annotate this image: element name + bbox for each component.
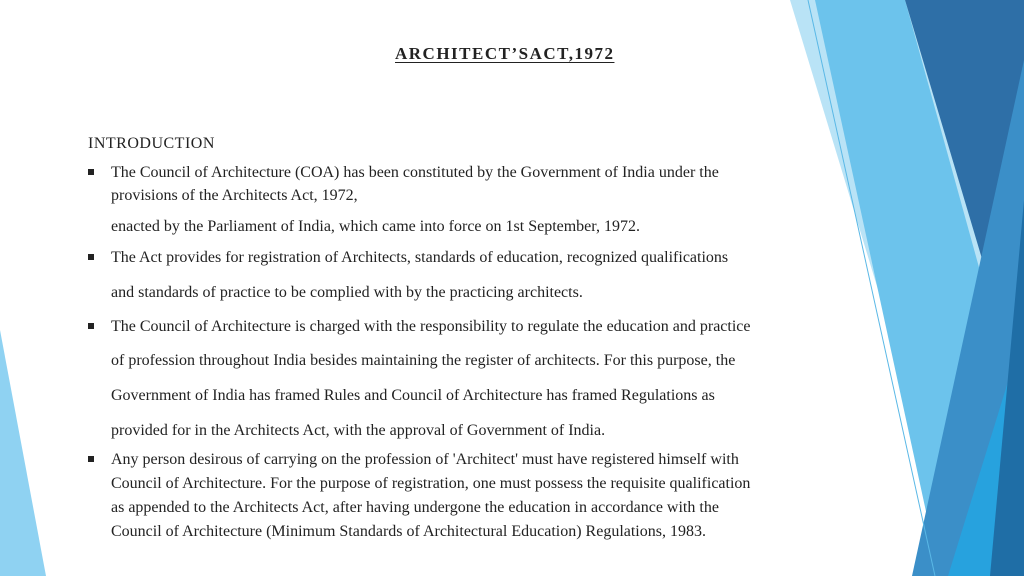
bullet-marker [88,456,94,462]
left-accent-triangle [0,330,46,576]
bullet-marker [88,169,94,175]
bullet-4-line-2: Council of Architecture. For the purpose of registration, one must possess the requisite qualification [111,475,751,492]
bullet-3-line-4: provided for in the Architects Act, with the approval of Government of India. [111,422,606,439]
bullet-4-line-4: Council of Architecture (Minimum Standards of Architectural Education) Regulations, 1983. [111,523,706,540]
slide-title: ARCHITECT’SACT,1972 [395,44,615,63]
bullet-2-line-2: and standards of practice to be complied with by the practicing architects. [111,284,583,301]
section-heading: INTRODUCTION [88,135,215,152]
bullet-3-line-1: The Council of Architecture is charged with the responsibility to regulate the education and practice [111,318,751,335]
bullet-3-line-3: Government of India has framed Rules and Council of Architecture has framed Regulations as [111,387,715,404]
bullet-2-line-1: The Act provides for registration of Architects, standards of education, recognized qualifications [111,249,729,266]
bullet-marker [88,323,94,329]
bullet-4-line-1: Any person desirous of carrying on the profession of 'Architect' must have registered himself with [111,451,739,468]
bullet-1-line-2: provisions of the Architects Act, 1972, [111,187,358,204]
bullet-4-line-3: as appended to the Architects Act, after having undergone the education in accordance with the [111,499,719,516]
bullet-3-line-2: of profession throughout India besides maintaining the register of architects. For this purpose, the [111,352,736,369]
bullet-marker [88,254,94,260]
bullet-1-line-1: The Council of Architecture (COA) has been constituted by the Government of India under the [111,164,719,181]
paragraph-continuation: enacted by the Parliament of India, which came into force on 1st September, 1972. [111,218,640,235]
